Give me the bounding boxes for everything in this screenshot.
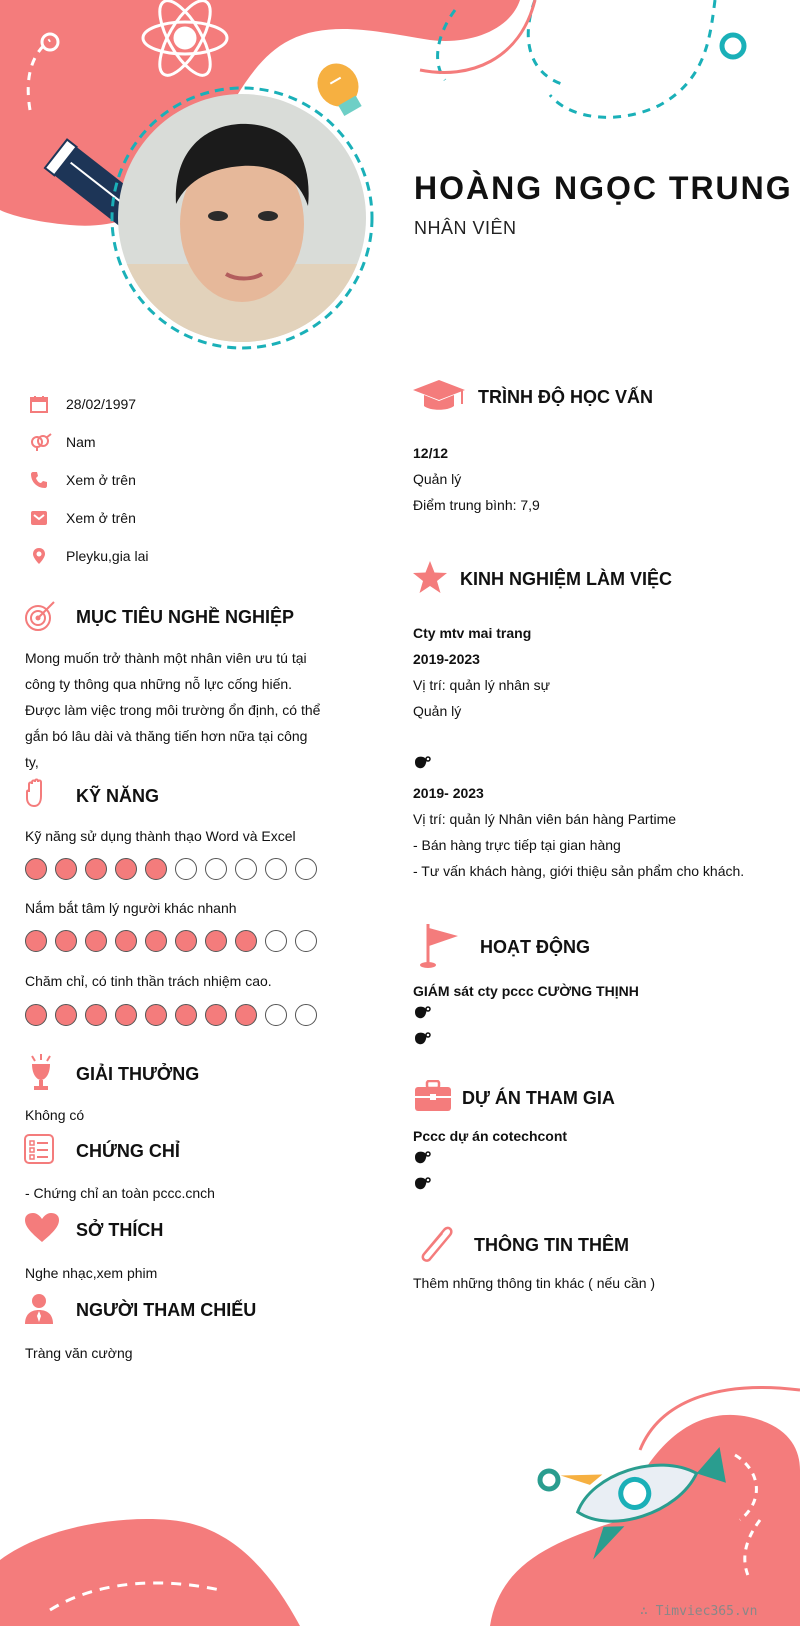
skills-section-header	[24, 778, 159, 815]
checklist-icon	[24, 1134, 76, 1169]
contact-info	[26, 385, 356, 575]
heart-icon	[24, 1212, 76, 1249]
education-gpa: Điểm trung bình: 7,9	[413, 497, 540, 513]
missing-glyph-icon	[413, 1149, 567, 1175]
hobbies-text: Nghe nhạc,xem phim	[25, 1265, 158, 1281]
skills-title: KỸ NĂNG	[76, 786, 160, 806]
gender-icon	[26, 433, 66, 451]
rating-dot-filled	[115, 1004, 137, 1026]
rating-dot-filled	[55, 930, 77, 952]
job-line: Vị trí: quản lý Nhân viên bán hàng Partime	[413, 811, 677, 827]
star-icon	[412, 560, 460, 599]
skill-rating	[25, 1004, 317, 1026]
education-major: Quản lý	[413, 471, 462, 487]
experience-job	[413, 620, 783, 724]
contact-row-phone	[26, 461, 356, 499]
job-line: - Tư vấn khách hàng, giới thiệu sản phẩm cho khách.	[413, 863, 745, 879]
job-period: 2019-2023	[413, 651, 480, 667]
rating-dot-empty	[265, 1004, 287, 1026]
trophy-icon	[24, 1052, 76, 1097]
person-icon	[24, 1292, 76, 1329]
experience-job	[413, 754, 793, 884]
rating-dot-filled	[55, 1004, 77, 1026]
skill-name: Chăm chỉ, có tinh thần trách nhiệm cao.	[25, 973, 272, 989]
candidate-name: HOÀNG NGỌC TRUNG	[414, 170, 793, 206]
objective-line: ty,	[25, 754, 39, 770]
awards-title: GIẢI THƯỞNG	[76, 1064, 200, 1084]
rating-dot-filled	[115, 930, 137, 952]
education-title: TRÌNH ĐỘ HỌC VẤN	[478, 387, 653, 407]
rating-dot-filled	[205, 1004, 227, 1026]
references-text: Tràng văn cường	[25, 1345, 133, 1361]
certificates-title: CHỨNG CHỈ	[76, 1141, 180, 1161]
project-name: Pccc dự án cotechcont	[413, 1128, 568, 1144]
job-line: Quản lý	[413, 703, 462, 719]
email-icon	[26, 509, 66, 527]
missing-glyph-icon	[413, 1175, 567, 1201]
hobbies-title: SỞ THÍCH	[76, 1220, 164, 1240]
birthday-value: 28/02/1997	[66, 396, 137, 412]
projects-details	[413, 1123, 567, 1201]
contact-row-address	[26, 537, 356, 575]
awards-section-header	[24, 1052, 199, 1097]
rating-dot-filled	[25, 930, 47, 952]
site-watermark: ∴ Timviec365.vn	[640, 1604, 758, 1619]
paperclip-icon	[414, 1222, 474, 1269]
missing-glyph-icon	[413, 1030, 639, 1056]
contact-row-email	[26, 499, 356, 537]
job-line: Vị trí: quản lý nhân sự	[413, 677, 550, 693]
rating-dot-filled	[85, 858, 107, 880]
rating-dot-filled	[145, 1004, 167, 1026]
skill-name: Nắm bắt tâm lý người khác nhanh	[25, 900, 237, 916]
calendar-icon	[26, 395, 66, 413]
address-value: Pleyku,gia lai	[66, 548, 149, 564]
projects-section-header	[414, 1080, 615, 1117]
missing-glyph-icon	[413, 754, 793, 780]
hobbies-section-header	[24, 1212, 163, 1249]
rating-dot-filled	[205, 930, 227, 952]
phone-value: Xem ở trên	[66, 472, 136, 488]
rating-dot-empty	[175, 858, 197, 880]
gender-value: Nam	[66, 434, 96, 450]
objective-section-header	[24, 598, 294, 637]
awards-text: Không có	[25, 1107, 85, 1123]
skill-rating	[25, 930, 317, 952]
skill-name: Kỹ năng sử dụng thành thạo Word và Excel	[25, 828, 296, 844]
job-company: Cty mtv mai trang	[413, 625, 532, 641]
education-school: 12/12	[413, 445, 449, 461]
additional-section-header	[414, 1222, 629, 1269]
rating-dot-empty	[265, 930, 287, 952]
location-pin-icon	[26, 547, 66, 565]
rating-dot-filled	[85, 1004, 107, 1026]
job-title: NHÂN VIÊN	[414, 218, 517, 238]
target-icon	[24, 598, 76, 637]
objective-line: gắn bó lâu dài và thăng tiến hơn nữa tại công	[25, 728, 308, 744]
job-period: 2019- 2023	[413, 785, 484, 801]
graduation-cap-icon	[412, 378, 478, 417]
objective-line: công ty thông qua những nỗ lực cống hiến.	[25, 676, 293, 692]
objective-text	[25, 645, 325, 775]
skill-rating	[25, 858, 317, 880]
additional-text: Thêm những thông tin khác ( nếu cần )	[413, 1275, 656, 1291]
education-details	[413, 440, 540, 518]
rating-dot-filled	[55, 858, 77, 880]
briefcase-icon	[414, 1080, 462, 1117]
contact-row-gender	[26, 423, 356, 461]
hand-icon	[24, 778, 76, 815]
email-value: Xem ở trên	[66, 510, 136, 526]
experience-section-header	[412, 560, 672, 599]
activities-details	[413, 978, 639, 1056]
references-title: NGƯỜI THAM CHIẾU	[76, 1300, 257, 1320]
rating-dot-filled	[145, 858, 167, 880]
activity-name: GIÁM sát cty pccc CƯỜNG THỊNH	[413, 983, 639, 999]
objective-line: Mong muốn trở thành một nhân viên ưu tú tại	[25, 650, 307, 666]
missing-glyph-icon	[413, 1004, 639, 1030]
certificates-text: - Chứng chỉ an toàn pccc.cnch	[25, 1185, 215, 1201]
certificates-section-header	[24, 1134, 180, 1169]
rating-dot-empty	[235, 858, 257, 880]
references-section-header	[24, 1292, 256, 1329]
rating-dot-filled	[115, 858, 137, 880]
activities-section-header	[420, 922, 590, 973]
phone-icon	[26, 471, 66, 489]
rating-dot-filled	[235, 1004, 257, 1026]
rating-dot-filled	[175, 930, 197, 952]
additional-title: THÔNG TIN THÊM	[474, 1235, 629, 1255]
rating-dot-empty	[265, 858, 287, 880]
rating-dot-empty	[295, 1004, 317, 1026]
job-line: - Bán hàng trực tiếp tại gian hàng	[413, 837, 621, 853]
rating-dot-filled	[145, 930, 167, 952]
contact-row-birthday	[26, 385, 356, 423]
activities-title: HOẠT ĐỘNG	[480, 937, 590, 957]
objective-line: Được làm việc trong môi trường ổn định, có thể	[25, 702, 321, 718]
rating-dot-empty	[295, 930, 317, 952]
rating-dot-empty	[295, 858, 317, 880]
light-bulb-icon	[310, 56, 371, 121]
rating-dot-filled	[85, 930, 107, 952]
education-section-header	[412, 378, 653, 417]
rating-dot-filled	[25, 1004, 47, 1026]
flag-icon	[420, 922, 480, 973]
profile-photo	[118, 94, 366, 342]
rating-dot-filled	[175, 1004, 197, 1026]
objective-title: MỤC TIÊU NGHỀ NGHIỆP	[76, 607, 295, 627]
projects-title: DỰ ÁN THAM GIA	[462, 1088, 615, 1108]
rating-dot-filled	[235, 930, 257, 952]
rating-dot-empty	[205, 858, 227, 880]
rating-dot-filled	[25, 858, 47, 880]
experience-title: KINH NGHIỆM LÀM VIỆC	[460, 569, 673, 589]
